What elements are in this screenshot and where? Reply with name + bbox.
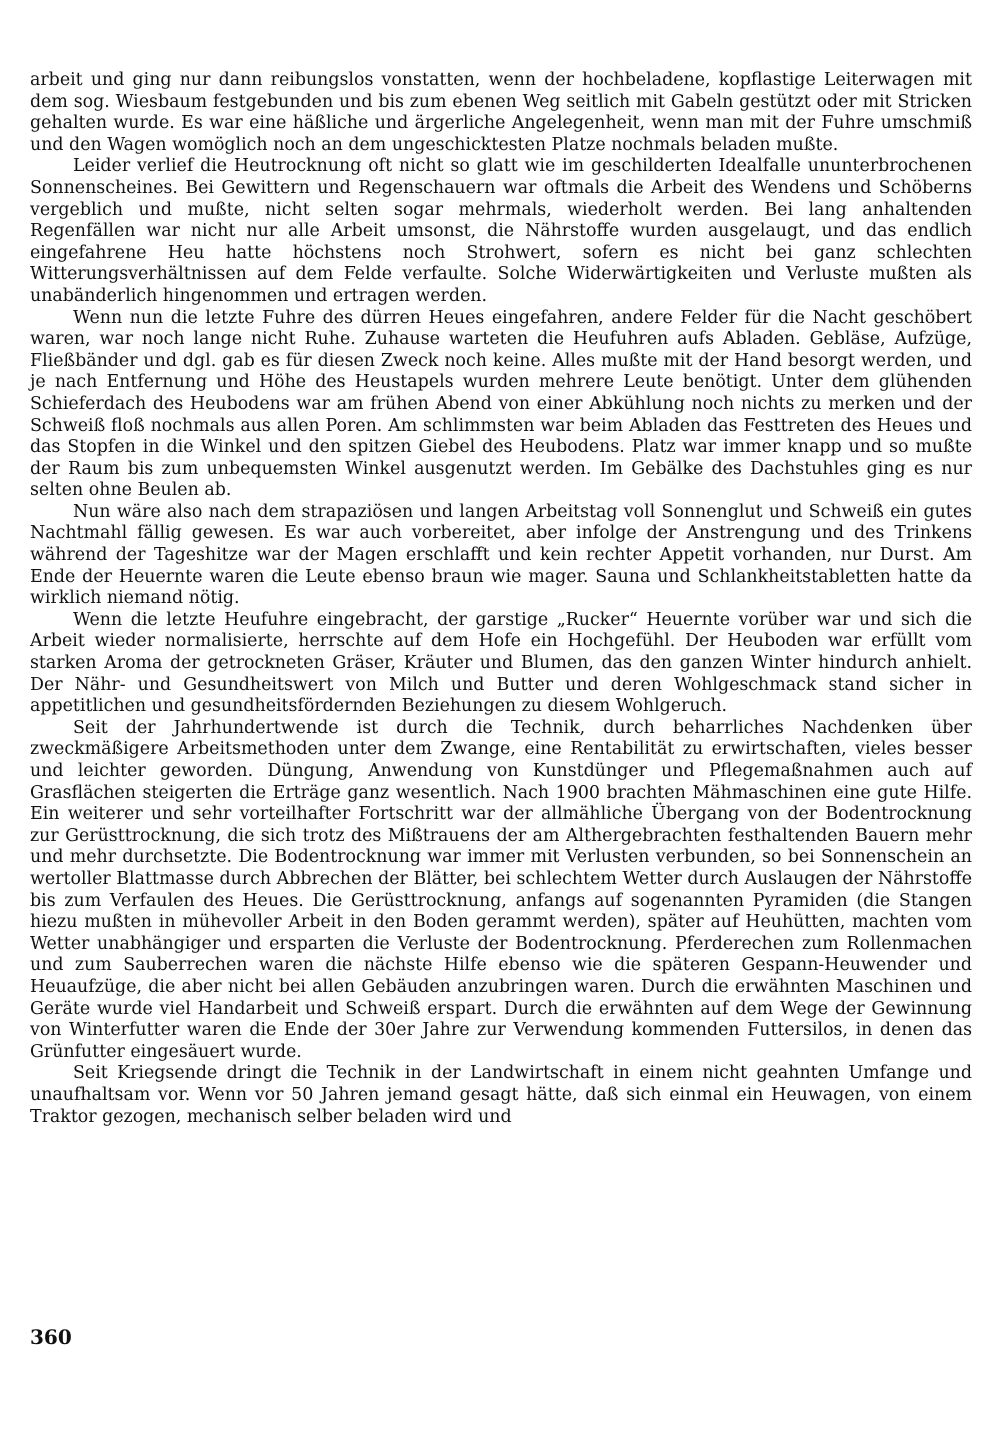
paragraph-technik: Seit der Jahrhundertwende ist durch die Technik, durch beharrliches Nachdenken über zweckmäßigere Arbeitsmethoden unter dem Zwange, eine Rentabilität zu erwirtschaften, vieles besser und leichter geworden. Düngung, Anwendung von Kunstdünger und Pflegemaßnahmen auch auf Grasflächen steigerten die Erträge ganz wesentlich. Nach 1900 brachten Mähmaschinen eine gute Hilfe. Ein weiterer und sehr vorteilhafter Fortschritt war der allmähliche Übergang von der Bodentrocknung zur Gerüsttrocknung, die sich trotz des Mißtrauens der am Althergebrachten festhaltenden Bauern mehr und mehr durchsetzte. Die Bodentrocknung war immer mit Verlusten verbunden, so bei Sonnenschein an wertoller Blattmasse durch Abbrechen der Blätter, bei schlechtem Wetter durch Auslaugen der Nährstoffe bis zum Verfaulen des Heues. Die Gerüsttrocknung, anfangs auf sogenannten Pyramiden (die Stangen hiezu mußten in mühevoller Arbeit in den Boden gerammt werden), später auf Heuhütten, machten vom Wetter unabhängiger und ersparten die Verluste der Bodentrocknung. Pferderechen zum Rollenmachen und zum Sauberrechen waren die nächste Hilfe ebenso wie die späteren Gespann-Heuwender und Heuaufzüge, die aber nicht bei allen Gebäuden anzubringen waren. Durch die erwähnten Maschinen und Geräte wurde viel Handarbeit und Schweiß erspart. Durch die erwähnten auf dem Wege der Gewinnung von Winterfutter waren die Ende der 30er Jahre zur Verwendung kommenden Futtersilos, in denen das Grünfutter eingesäuert wurde. [30, 717, 972, 1062]
paragraph-nachtmahl: Nun wäre also nach dem strapaziösen und langen Arbeitstag voll Sonnenglut und Schweiß ein gutes Nachtmahl fällig gewesen. Es war auch vorbereitet, aber infolge der Anstrengung und des Trinkens während der Tageshitze war der Magen erschlafft und kein rechter Appetit vorhanden, nur Durst. Am Ende der Heuernte waren die Leute ebenso braun wie mager. Sauna und Schlankheitstabletten hatte da wirklich niemand nötig. [30, 501, 972, 609]
page-number: 360 [30, 1325, 72, 1349]
paragraph-continuation: arbeit und ging nur dann reibungslos vonstatten, wenn der hochbeladene, kopflastige Leiterwagen mit dem sog. Wiesbaum festgebunden und bis zum ebenen Weg seitlich mit Gabeln gestützt oder mit Stricken gehalten wurde. Es war eine häßliche und ärgerliche Angelegenheit, wenn man mit der Fuhre umschmiß und den Wagen womöglich noch an dem ungeschicktesten Platze nochmals beladen mußte. [30, 70, 972, 155]
body-text [30, 70, 972, 1128]
paragraph-kriegsende: Seit Kriegsende dringt die Technik in der Landwirtschaft in einem nicht geahnten Umfange und unaufhaltsam vor. Wenn vor 50 Jahren jemand gesagt hätte, daß sich einmal ein Heuwagen, von einem Traktor gezogen, mechanisch selber beladen wird und [30, 1063, 972, 1127]
paragraph-abladen: Wenn nun die letzte Fuhre des dürren Heues eingefahren, andere Felder für die Nacht geschöbert waren, war noch lange nicht Ruhe. Zuhause warteten die Heufuhren aufs Abladen. Gebläse, Aufzüge, Fließbänder und dgl. gab es für diesen Zweck noch keine. Alles mußte mit der Hand besorgt werden, und je nach Entfernung und Höhe des Heustapels wurden mehrere Leute benötigt. Unter dem glühenden Schieferdach des Heubodens war am frühen Abend von einer Abkühlung noch nichts zu merken und der Schweiß floß nochmals aus allen Poren. Am schlimmsten war beim Abladen das Festtreten des Heues und das Stopfen in die Winkel und den spitzen Giebel des Heubodens. Platz war immer knapp und so mußte der Raum bis zum unbequemsten Winkel ausgenutzt werden. Im Gebälke des Dachstuhles ging es nur selten ohne Beulen ab. [30, 307, 972, 501]
paragraph-heutrocknung: Leider verlief die Heutrocknung oft nicht so glatt wie im geschilderten Idealfalle ununterbrochenen Sonnenscheines. Bei Gewittern und Regenschauern war oftmals die Arbeit des Wendens und Schöberns vergeblich und mußte, nicht selten sogar mehrmals, wiederholt werden. Bei lang anhaltenden Regenfällen war nicht nur alle Arbeit umsonst, die Nährstoffe wurden ausgelaugt, und das endlich eingefahrene Heu hatte höchstens noch Strohwert, sofern es nicht bei ganz schlechten Witterungsverhältnissen auf dem Felde verfaulte. Solche Widerwärtigkeiten und Verluste mußten als unabänderlich hingenommen und ertragen werden. [30, 156, 972, 306]
paragraph-hochgefuehl: Wenn die letzte Heufuhre eingebracht, der garstige „Rucker“ Heuernte vorüber war und sich die Arbeit wieder normalisierte, herrschte auf dem Hofe ein Hochgefühl. Der Heuboden war erfüllt vom starken Aroma der getrockneten Gräser, Kräuter und Blumen, das den ganzen Winter hindurch anhielt. Der Nähr- und Gesundheitswert von Milch und Butter und deren Wohlgeschmack stand sicher in appetitlichen und gesundheitsfördernden Beziehungen zu diesem Wohlgeruch. [30, 609, 972, 717]
